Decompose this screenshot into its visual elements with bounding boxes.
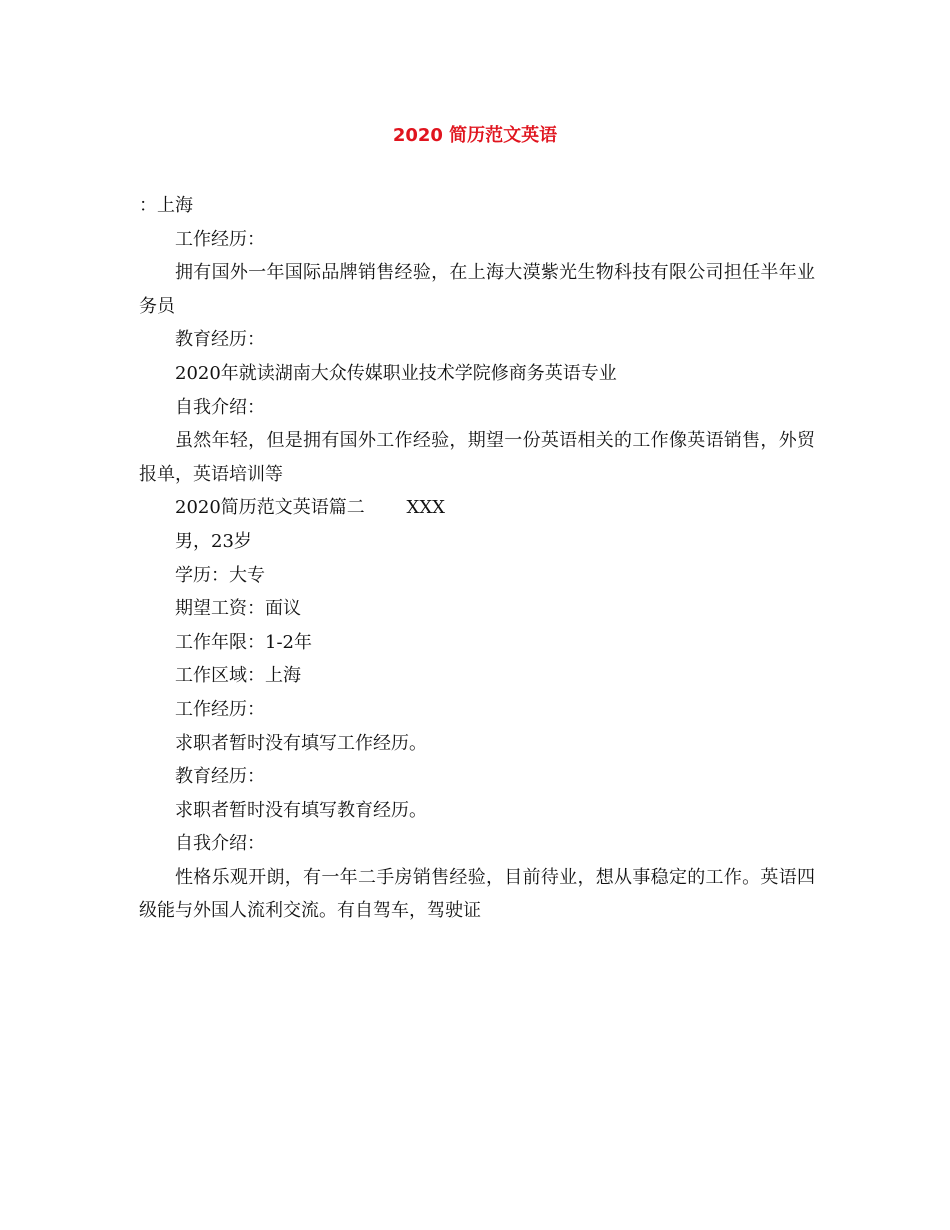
paragraph: 学历：大专 [175,564,265,586]
document-title: 2020 简历范文英语 [392,125,558,146]
paragraph: 拥有国外一年国际品牌销售经验，在上海大漠紫光生物科技有限公司担任半年业务员 [139,262,815,317]
paragraph: 教育经历： [175,766,265,788]
paragraph: 工作经历： [175,698,265,720]
paragraph: 性格乐观开朗，有一年二手房销售经验，目前待业，想从事稳定的工作。英语四级能与外国人流利交流。有自驾车，驾驶证 [139,866,815,922]
paragraph: 2020年就读湖南大众传媒职业技术学院修商务英语专业 [175,362,617,384]
paragraph: 求职者暂时没有填写教育经历。 [175,799,427,821]
paragraph: 2020简历范文英语篇二 XXX [175,497,445,519]
paragraph: 自我介绍： [175,833,265,855]
paragraph: 期望工资：面议 [175,598,301,620]
paragraph: 自我介绍： [175,396,265,418]
paragraph: 教育经历： [175,329,265,351]
paragraph: 工作年限：1-2年 [175,631,312,653]
paragraph: 工作经历： [175,228,265,250]
document-body [139,189,815,928]
paragraph: ：上海 [139,195,193,216]
paragraph: 工作区域：上海 [175,665,301,687]
paragraph: 男，23岁 [175,530,252,552]
paragraph: 虽然年轻，但是拥有国外工作经验，期望一份英语相关的工作像英语销售，外贸报单，英语培训等 [139,430,815,485]
paragraph: 求职者暂时没有填写工作经历。 [175,732,427,754]
